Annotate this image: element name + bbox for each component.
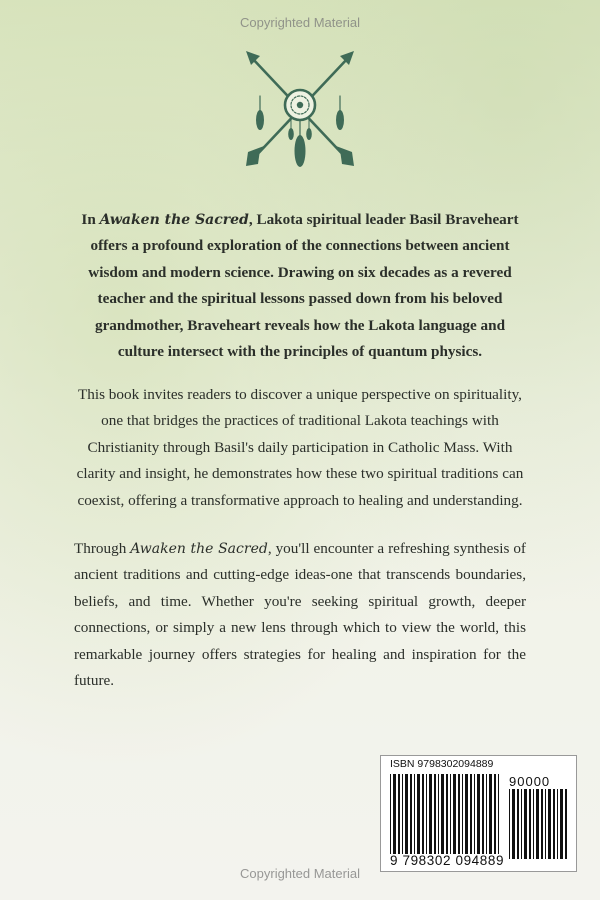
watermark-top: Copyrighted Material [240,15,360,30]
dreamcatcher-crossed-arrows-icon [240,48,360,188]
isbn-label: ISBN 9798302094889 [390,758,494,770]
isbn-barcode-block [380,755,577,872]
ean-barcode [390,774,502,854]
description-paragraph-1 [74,207,526,365]
p1-body-text: , Lakota spiritual leader Basil Braveheart offers a profound exploration of the connections between ancient wisdom and modern science. Drawing on six decades as a revered teacher and the spiritual lessons passed down from his beloved grandmother, Braveheart reveals how the Lakota language and culture intersect with the principles of quantum physics. [88,211,519,361]
book-title-italic: Awaken the Sacred [130,541,268,557]
p3-body-text: , you'll encounter a refreshing synthesis of ancient traditions and cutting-edge ideas-one that transcends boundaries, beliefs, and time. Whether you're seeking spiritual growth, deeper connections, or simply a new lens through which to view the world, this remarkable journey offers strategies for healing and inspiration for the future. [74,540,526,690]
addon-barcode [509,789,567,859]
p1-intro-text: In [81,211,100,228]
description-paragraph-3 [74,536,526,694]
p3-intro-text: Through [74,540,131,557]
watermark-bottom: Copyrighted Material [240,866,360,881]
barcode-digits: 9 798302 094889 [390,853,505,868]
book-title-italic: Awaken the Sacred [99,212,249,228]
price-code: 90000 [509,774,551,789]
description-paragraph-2: This book invites readers to discover a unique perspective on spirituality, one that bridges the practices of traditional Lakota teachings with Christianity through Basil's daily participation in Catholic Mass. With clarity and insight, he demonstrates how these two spiritual traditions can coexist, offering a transformative approach to healing and understanding. [76,386,524,509]
